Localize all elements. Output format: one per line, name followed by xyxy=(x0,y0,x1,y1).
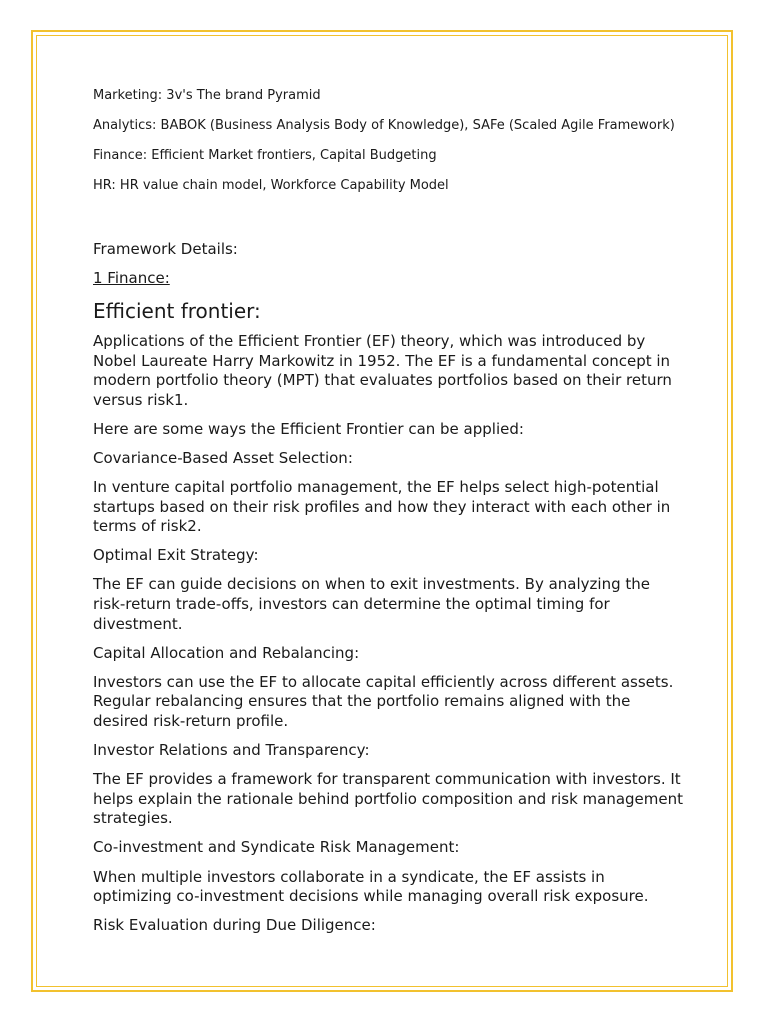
subheading: Optimal Exit Strategy: xyxy=(93,546,259,565)
paragraph: In venture capital portfolio management, the EF helps select high-potential startups based on their risk profiles and how they interact with each other in terms of risk2. xyxy=(93,478,671,536)
subheading: Investor Relations and Transparency: xyxy=(93,741,370,760)
intro-line-analytics: Analytics: BABOK (Business Analysis Body of Knowledge), SAFe (Scaled Agile Framework) xyxy=(93,118,675,133)
subheading: Risk Evaluation during Due Diligence: xyxy=(93,916,376,935)
paragraph: The EF provides a framework for transparent communication with investors. It helps explain the rationale behind portfolio composition and risk management strategies. xyxy=(93,770,684,828)
subheading: Capital Allocation and Rebalancing: xyxy=(93,643,360,662)
framework-details-label: Framework Details: xyxy=(93,240,238,258)
document-body xyxy=(93,88,683,945)
paragraph: Here are some ways the Efficient Frontier can be applied: xyxy=(93,419,524,438)
subheading: Co-investment and Syndicate Risk Management: xyxy=(93,838,460,857)
intro-line-marketing: Marketing: 3v's The brand Pyramid xyxy=(93,88,321,103)
paragraph: When multiple investors collaborate in a syndicate, the EF assists in optimizing co-investment decisions while managing overall risk exposure. xyxy=(93,867,649,906)
subheading: Covariance-Based Asset Selection: xyxy=(93,448,353,467)
section-title: Efficient frontier: xyxy=(93,299,261,323)
paragraph: Applications of the Efficient Frontier (EF) theory, which was introduced by Nobel Laureate Harry Markowitz in 1952. The EF is a fundamental concept in modern portfolio theory (MPT) that evaluates portfolios based on their return versus risk1. xyxy=(93,332,672,409)
intro-line-hr: HR: HR value chain model, Workforce Capability Model xyxy=(93,178,449,193)
intro-line-finance: Finance: Efficient Market frontiers, Capital Budgeting xyxy=(93,148,437,163)
paragraph: The EF can guide decisions on when to exit investments. By analyzing the risk-return trade-offs, investors can determine the optimal timing for divestment. xyxy=(93,575,650,633)
paragraph: Investors can use the EF to allocate capital efficiently across different assets. Regular rebalancing ensures that the portfolio remains aligned with the desired risk-return profile. xyxy=(93,672,674,730)
finance-heading: 1 Finance: xyxy=(93,269,170,287)
